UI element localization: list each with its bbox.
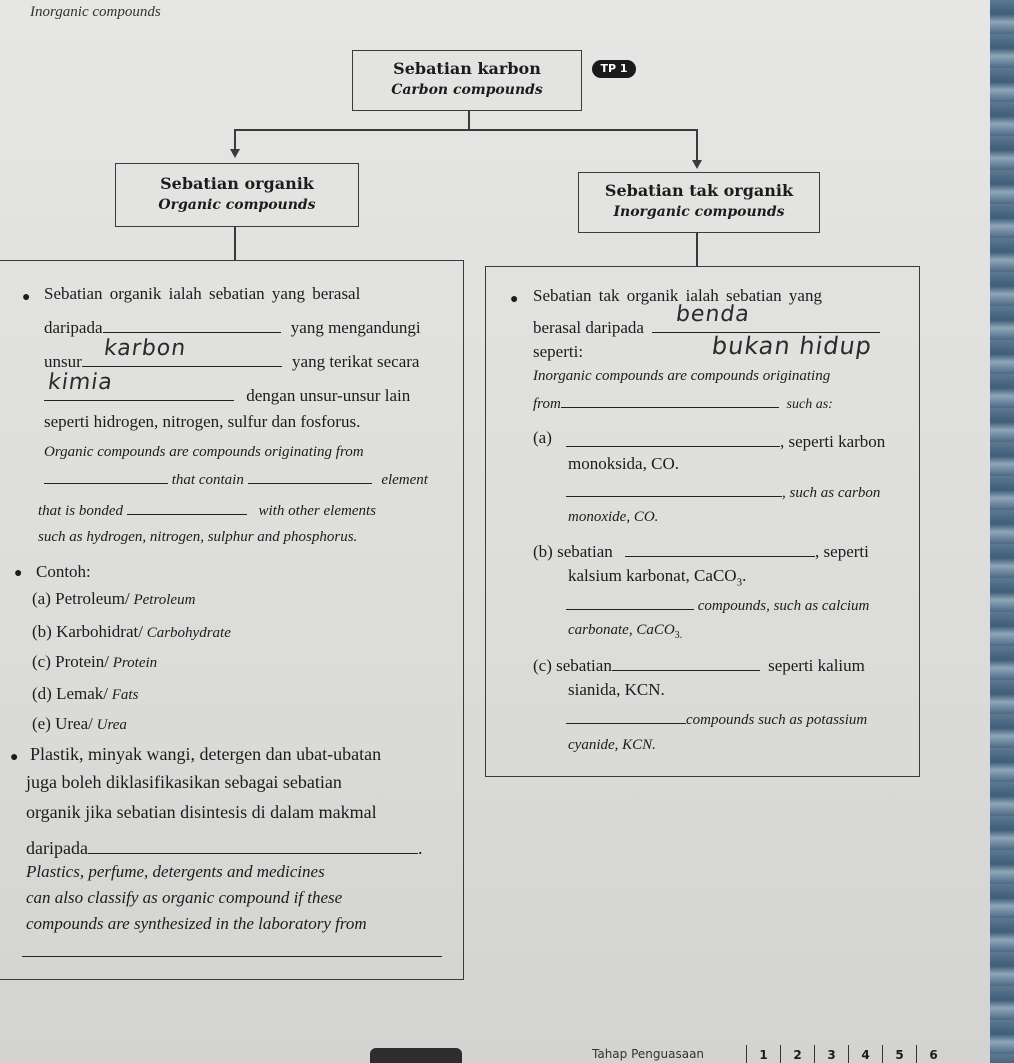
organic-title: Sebatian organik — [160, 174, 314, 193]
example-item — [32, 684, 138, 704]
text: daripada — [26, 838, 88, 858]
blank-field — [566, 446, 780, 447]
item-b-en2: carbonate, CaCO$_{3.}$ — [568, 622, 683, 641]
blank-field — [44, 400, 234, 401]
example-item — [32, 622, 231, 642]
text: (a) Petroleum/ — [32, 589, 130, 608]
item-a-en — [566, 485, 880, 502]
blank-field — [248, 483, 372, 484]
connector-right — [696, 129, 698, 161]
text: (b) sebatian — [533, 542, 613, 561]
mastery-level-6: 6 — [916, 1045, 950, 1063]
blank-field — [127, 514, 247, 515]
bullet-icon: ● — [14, 566, 23, 581]
blank-field — [44, 483, 168, 484]
connector-vertical — [468, 111, 470, 129]
handwritten-karbon: karbon — [102, 336, 189, 361]
organic-def-line3 — [44, 352, 419, 372]
organic-subtitle: Organic compounds — [158, 197, 316, 213]
blank-field — [566, 496, 782, 497]
organic-en-line4: such as hydrogen, nitrogen, sulphur and phosphorus. — [38, 529, 358, 545]
text: yang terikat secara — [292, 352, 420, 371]
text: Carbohydrate — [142, 625, 231, 641]
text: carbonate, CaCO — [568, 622, 675, 638]
page-header: Inorganic compounds — [30, 4, 161, 20]
mastery-level-4: 4 — [848, 1045, 882, 1063]
blank-field — [22, 956, 442, 957]
item-c-ms2: sianida, KCN. — [568, 680, 665, 699]
organic-en-line2 — [44, 472, 428, 489]
inorganic-def-line1: Sebatian tak organik ialah sebatian yang — [533, 286, 822, 305]
item-a-ms2: monoksida, CO. — [568, 454, 679, 473]
organic-def-line2 — [44, 318, 421, 338]
item-c-en — [566, 712, 867, 729]
inorganic-title: Sebatian tak organik — [604, 181, 794, 200]
item-c-en2: cyanide, KCN. — [568, 737, 656, 753]
text: unsur — [44, 352, 82, 371]
bullet-icon: ● — [22, 290, 31, 305]
mastery-level-5: 5 — [882, 1045, 916, 1063]
text: , seperti karbon — [780, 432, 886, 451]
plastics-line3: organik jika sebatian disintesis di dalam makmal — [26, 802, 377, 822]
example-item — [32, 652, 157, 672]
text: , such as carbon — [782, 485, 881, 501]
blank-field — [566, 723, 686, 724]
text: dengan unsur-unsur lain — [246, 386, 411, 405]
example-item — [32, 589, 195, 609]
arrow-down-icon — [230, 149, 240, 158]
plastics-line1: Plastik, minyak wangi, detergen dan ubat-ubatan — [30, 744, 382, 764]
text: kalsium karbonat, CaCO — [568, 566, 737, 585]
mastery-level-1: 1 — [746, 1045, 780, 1063]
contoh-label: Contoh: — [36, 562, 91, 581]
text: (b) Karbohidrat/ — [32, 622, 143, 641]
text: daripada — [44, 318, 103, 337]
inorganic-compounds-box — [578, 172, 820, 233]
text: (d) Lemak/ — [32, 684, 108, 703]
connector-organic-panel — [234, 227, 236, 260]
organic-en-line1: Organic compounds are compounds originating from — [44, 444, 364, 460]
example-item — [32, 714, 127, 734]
text: that contain — [171, 472, 244, 488]
handwritten-benda: benda — [674, 302, 752, 327]
text: that is bonded — [38, 503, 123, 519]
text: element — [381, 472, 428, 488]
text: (c) sebatian — [533, 656, 612, 675]
plastics-en-line1: Plastics, perfume, detergents and medicines — [26, 862, 325, 881]
arrow-down-icon — [692, 160, 702, 169]
text: Urea — [92, 717, 127, 733]
text: compounds such as potassium — [686, 712, 868, 728]
organic-compounds-box — [115, 163, 359, 227]
mastery-level-3: 3 — [814, 1045, 848, 1063]
item-b-en — [566, 598, 869, 615]
connector-left — [234, 129, 236, 150]
text: (e) Urea/ — [32, 714, 93, 733]
tp-badge: TP 1 — [592, 60, 636, 78]
plastics-en-line2: can also classify as organic compound if these — [26, 888, 343, 907]
text: Fats — [108, 687, 139, 703]
inorganic-en-line2 — [533, 396, 833, 413]
text: seperti kalium — [768, 656, 865, 675]
text: from — [533, 396, 561, 412]
inorganic-subtitle: Inorganic compounds — [613, 204, 785, 220]
carbon-subtitle: Carbon compounds — [391, 82, 543, 98]
handwritten-kimia: kimia — [46, 370, 115, 395]
item-a-ms — [566, 432, 885, 452]
organic-def-line1: Sebatian organik ialah sebatian yang berasal — [44, 284, 361, 303]
blank-field — [82, 366, 282, 367]
text: (c) Protein/ — [32, 652, 109, 671]
mastery-level-bar — [592, 1045, 952, 1063]
plastics-line4: daripada . — [26, 838, 423, 858]
text: berasal daripada — [533, 318, 644, 337]
carbon-compounds-box — [352, 50, 582, 111]
bullet-icon: ● — [10, 750, 19, 765]
plastics-line2: juga boleh diklasifikasikan sebagai sebatian — [26, 772, 342, 792]
blank-field — [612, 670, 760, 671]
text: , seperti — [815, 542, 869, 561]
blank-field — [88, 853, 418, 854]
page-edge-background — [990, 0, 1014, 1063]
connector-inorganic-panel — [696, 233, 698, 267]
text: Petroleum — [129, 592, 196, 608]
text: with other elements — [258, 503, 376, 519]
text: such as: — [786, 397, 833, 412]
organic-def-line5: seperti hidrogen, nitrogen, sulfur dan fosforus. — [44, 412, 361, 431]
text: yang mengandungi — [290, 318, 421, 337]
inorganic-en-line1: Inorganic compounds are compounds originating — [533, 368, 831, 384]
blank-field — [561, 407, 779, 408]
carbon-title: Sebatian karbon — [393, 59, 541, 78]
text: Protein — [108, 655, 158, 671]
handwritten-bukan-hidup: bukan hidup — [710, 332, 874, 360]
organic-en-line3 — [38, 503, 376, 520]
item-c-ms — [533, 656, 865, 676]
text: compounds, such as calcium — [697, 598, 870, 614]
dark-tab — [370, 1048, 462, 1063]
item-b-ms — [533, 542, 869, 562]
mastery-level-2: 2 — [780, 1045, 814, 1063]
bullet-icon: ● — [510, 292, 519, 307]
connector-horizontal — [234, 129, 697, 131]
inorganic-def-line3: seperti: — [533, 342, 584, 361]
item-b-ms2: kalsium karbonat, CaCO$_3$. — [568, 566, 747, 589]
blank-field — [103, 332, 281, 333]
mastery-level-label: Tahap Penguasaan — [592, 1047, 705, 1061]
blank-field — [625, 556, 815, 557]
item-a-en2: monoxide, CO. — [568, 509, 659, 525]
blank-field — [566, 609, 694, 610]
item-a-label: (a) — [533, 428, 552, 447]
plastics-en-line3: compounds are synthesized in the laboratory from — [26, 914, 367, 933]
